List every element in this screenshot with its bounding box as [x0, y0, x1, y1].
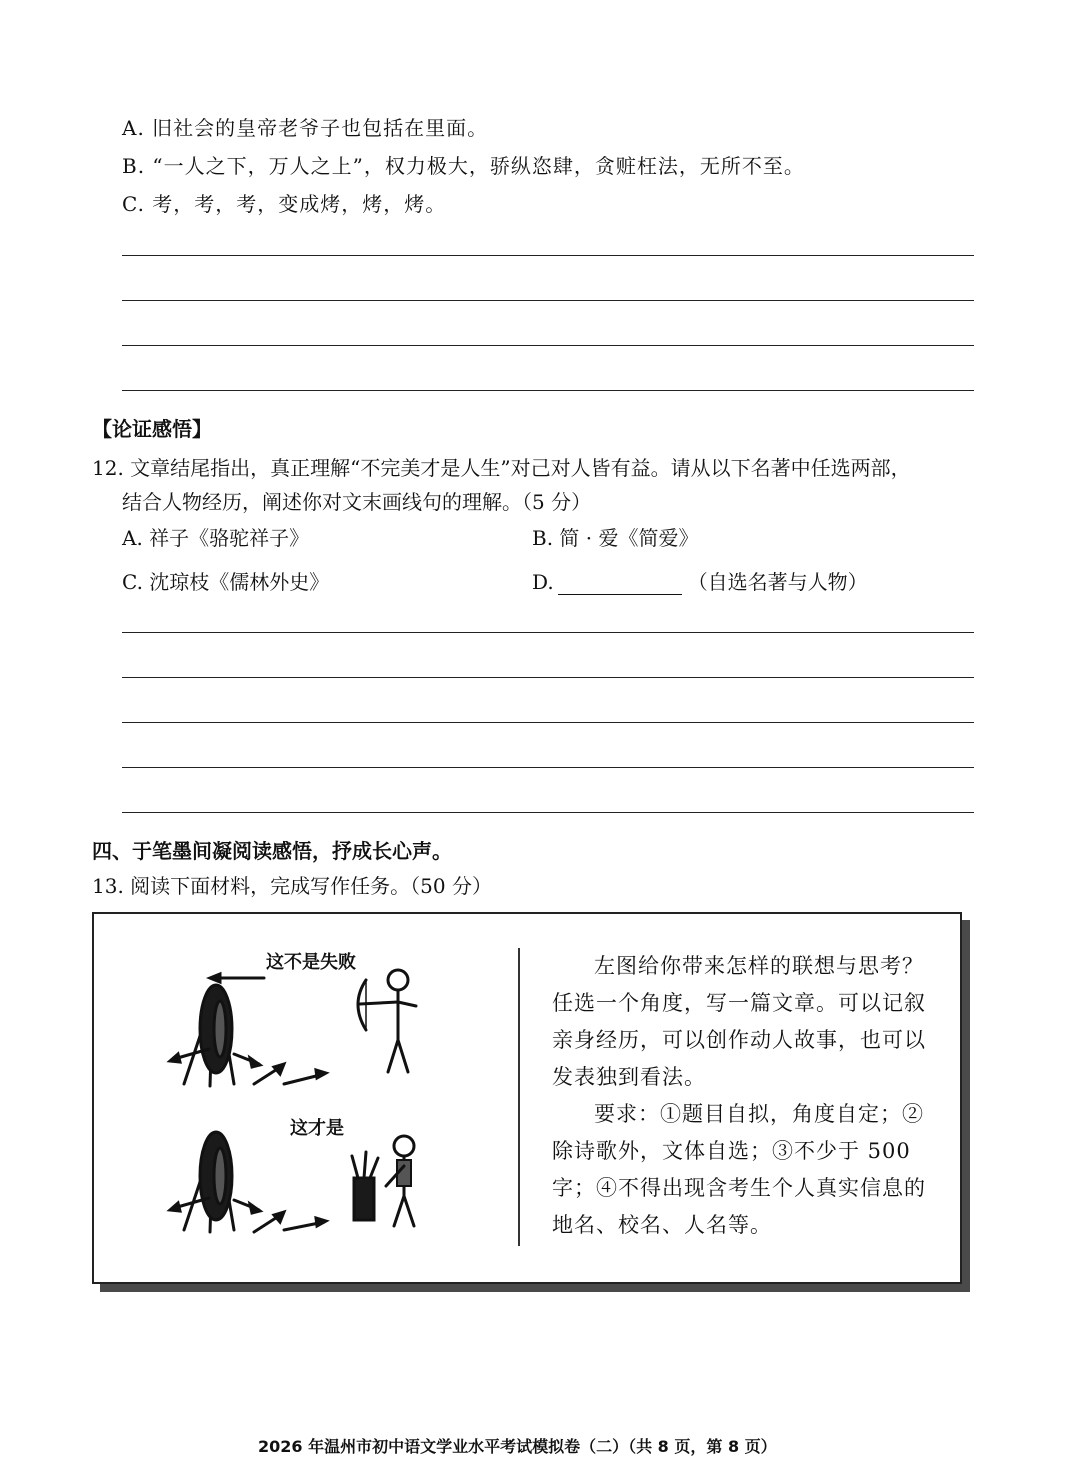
answer-line[interactable]: [122, 345, 974, 346]
writing-prompt-text: 左图给你带来怎样的联想与思考？任选一个角度，写一篇文章。可以记叙亲身经历，可以创作动人故事，也可以发表独到看法。: [552, 954, 926, 1089]
caption-this-is: 这才是: [290, 1118, 344, 1139]
q12-prompt-line1: 12. 文章结尾指出，真正理解“不完美才是人生”对己对人皆有益。请从以下名著中任选两部，: [92, 456, 911, 480]
q11-option-c: C. 考，考，考，变成烤，烤，烤。: [122, 192, 447, 216]
q11-option-a: A. 旧社会的皇帝老爷子也包括在里面。: [122, 116, 489, 140]
q13-prompt: 13. 阅读下面材料，完成写作任务。（50 分）: [92, 874, 492, 898]
answer-line[interactable]: [122, 632, 974, 633]
answer-line[interactable]: [122, 677, 974, 678]
q12-option-d-note: （自选名著与人物）: [687, 570, 868, 594]
q12-option-d: [532, 566, 868, 595]
section-heading-argument: 【论证感悟】: [92, 417, 212, 441]
q12-option-b: B. 简 · 爱《简爱》: [532, 526, 699, 550]
answer-line[interactable]: [122, 300, 974, 301]
q12-option-a: A. 祥子《骆驼祥子》: [122, 526, 310, 550]
q12-option-d-label: D.: [532, 570, 554, 594]
archer-illustration: [154, 954, 434, 1114]
answer-line[interactable]: [122, 812, 974, 813]
page-footer: 2026 年温州市初中语文学业水平考试模拟卷（二）（共 8 页，第 8 页）: [258, 1437, 777, 1456]
q12-option-c: C. 沈琼枝《儒林外史》: [122, 570, 330, 594]
answer-line[interactable]: [122, 722, 974, 723]
caption-not-failure: 这不是失败: [266, 952, 356, 973]
material-divider: [518, 948, 520, 1246]
answer-line[interactable]: [122, 390, 974, 391]
answer-line[interactable]: [122, 255, 974, 256]
writing-material-box: [92, 912, 962, 1284]
q11-option-b: B. “一人之下，万人之上”，权力极大，骄纵恣肆，贪赃枉法，无所不至。: [122, 154, 805, 178]
q12-option-d-blank[interactable]: [558, 574, 682, 595]
writing-requirements-text: 要求：①题目自拟，角度自定；②除诗歌外，文体自选；③不少于 500 字；④不得出现含考生个人真实信息的地名、校名、人名等。: [552, 1102, 926, 1237]
section-heading-four: 四、于笔墨间凝阅读感悟，抒成长心声。: [92, 839, 452, 863]
q12-prompt-line2: 结合人物经历，阐述你对文末画线句的理解。（5 分）: [122, 490, 592, 514]
answer-line[interactable]: [122, 767, 974, 768]
persistence-illustration: [154, 1126, 434, 1256]
